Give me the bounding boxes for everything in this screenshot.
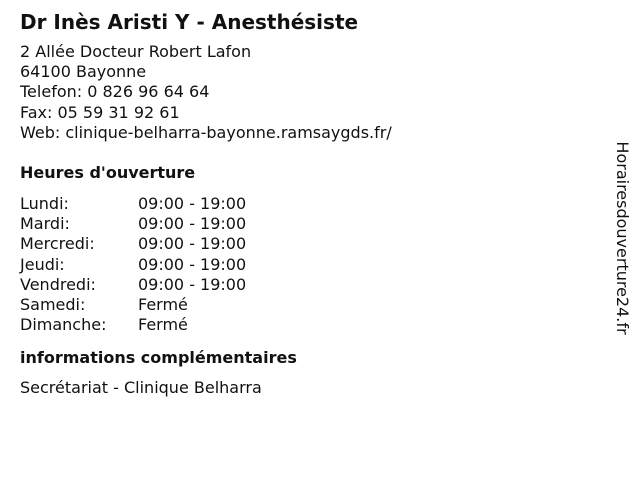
- hours-row-saturday: [20, 295, 600, 315]
- day-label: Lundi:: [20, 194, 69, 214]
- day-hours: Fermé: [138, 295, 188, 315]
- additional-info-heading: informations complémentaires: [20, 348, 297, 368]
- hours-row-tuesday: [20, 214, 600, 234]
- day-label: Dimanche:: [20, 315, 107, 335]
- day-hours: Fermé: [138, 315, 188, 335]
- website-link: Web: clinique-belharra-bayonne.ramsaygds.fr/: [20, 122, 392, 142]
- day-hours: 09:00 - 19:00: [138, 234, 247, 254]
- day-hours: 09:00 - 19:00: [138, 274, 247, 294]
- address-street: 2 Allée Docteur Robert Lafon: [20, 42, 252, 61]
- contact-block: [20, 42, 600, 143]
- day-hours: 09:00 - 19:00: [138, 194, 247, 214]
- day-label: Vendredi:: [20, 274, 96, 294]
- day-label: Mercredi:: [20, 234, 95, 254]
- hours-row-monday: [20, 194, 600, 214]
- page-title: Dr Inès Aristi Y - Anesthésiste: [20, 10, 359, 34]
- fax-number: Fax: 05 59 31 92 61: [20, 102, 180, 122]
- listing-card: [20, 9, 600, 398]
- site-watermark: Horairesdouverture24.fr: [613, 141, 632, 335]
- day-label: Samedi:: [20, 295, 86, 315]
- day-label: Jeudi:: [20, 254, 65, 274]
- phone-number: Telefon: 0 826 96 64 64: [20, 82, 210, 102]
- hours-row-wednesday: [20, 234, 600, 254]
- hours-row-sunday: [20, 315, 600, 335]
- day-label: Mardi:: [20, 214, 70, 234]
- opening-hours-list: [20, 194, 600, 335]
- opening-hours-heading: Heures d'ouverture: [20, 163, 196, 183]
- hours-row-thursday: [20, 255, 600, 275]
- address-city: 64100 Bayonne: [20, 62, 147, 82]
- hours-row-friday: [20, 275, 600, 295]
- day-hours: 09:00 - 19:00: [138, 214, 247, 234]
- additional-info-text: Secrétariat - Clinique Belharra: [20, 378, 262, 398]
- day-hours: 09:00 - 19:00: [138, 254, 247, 274]
